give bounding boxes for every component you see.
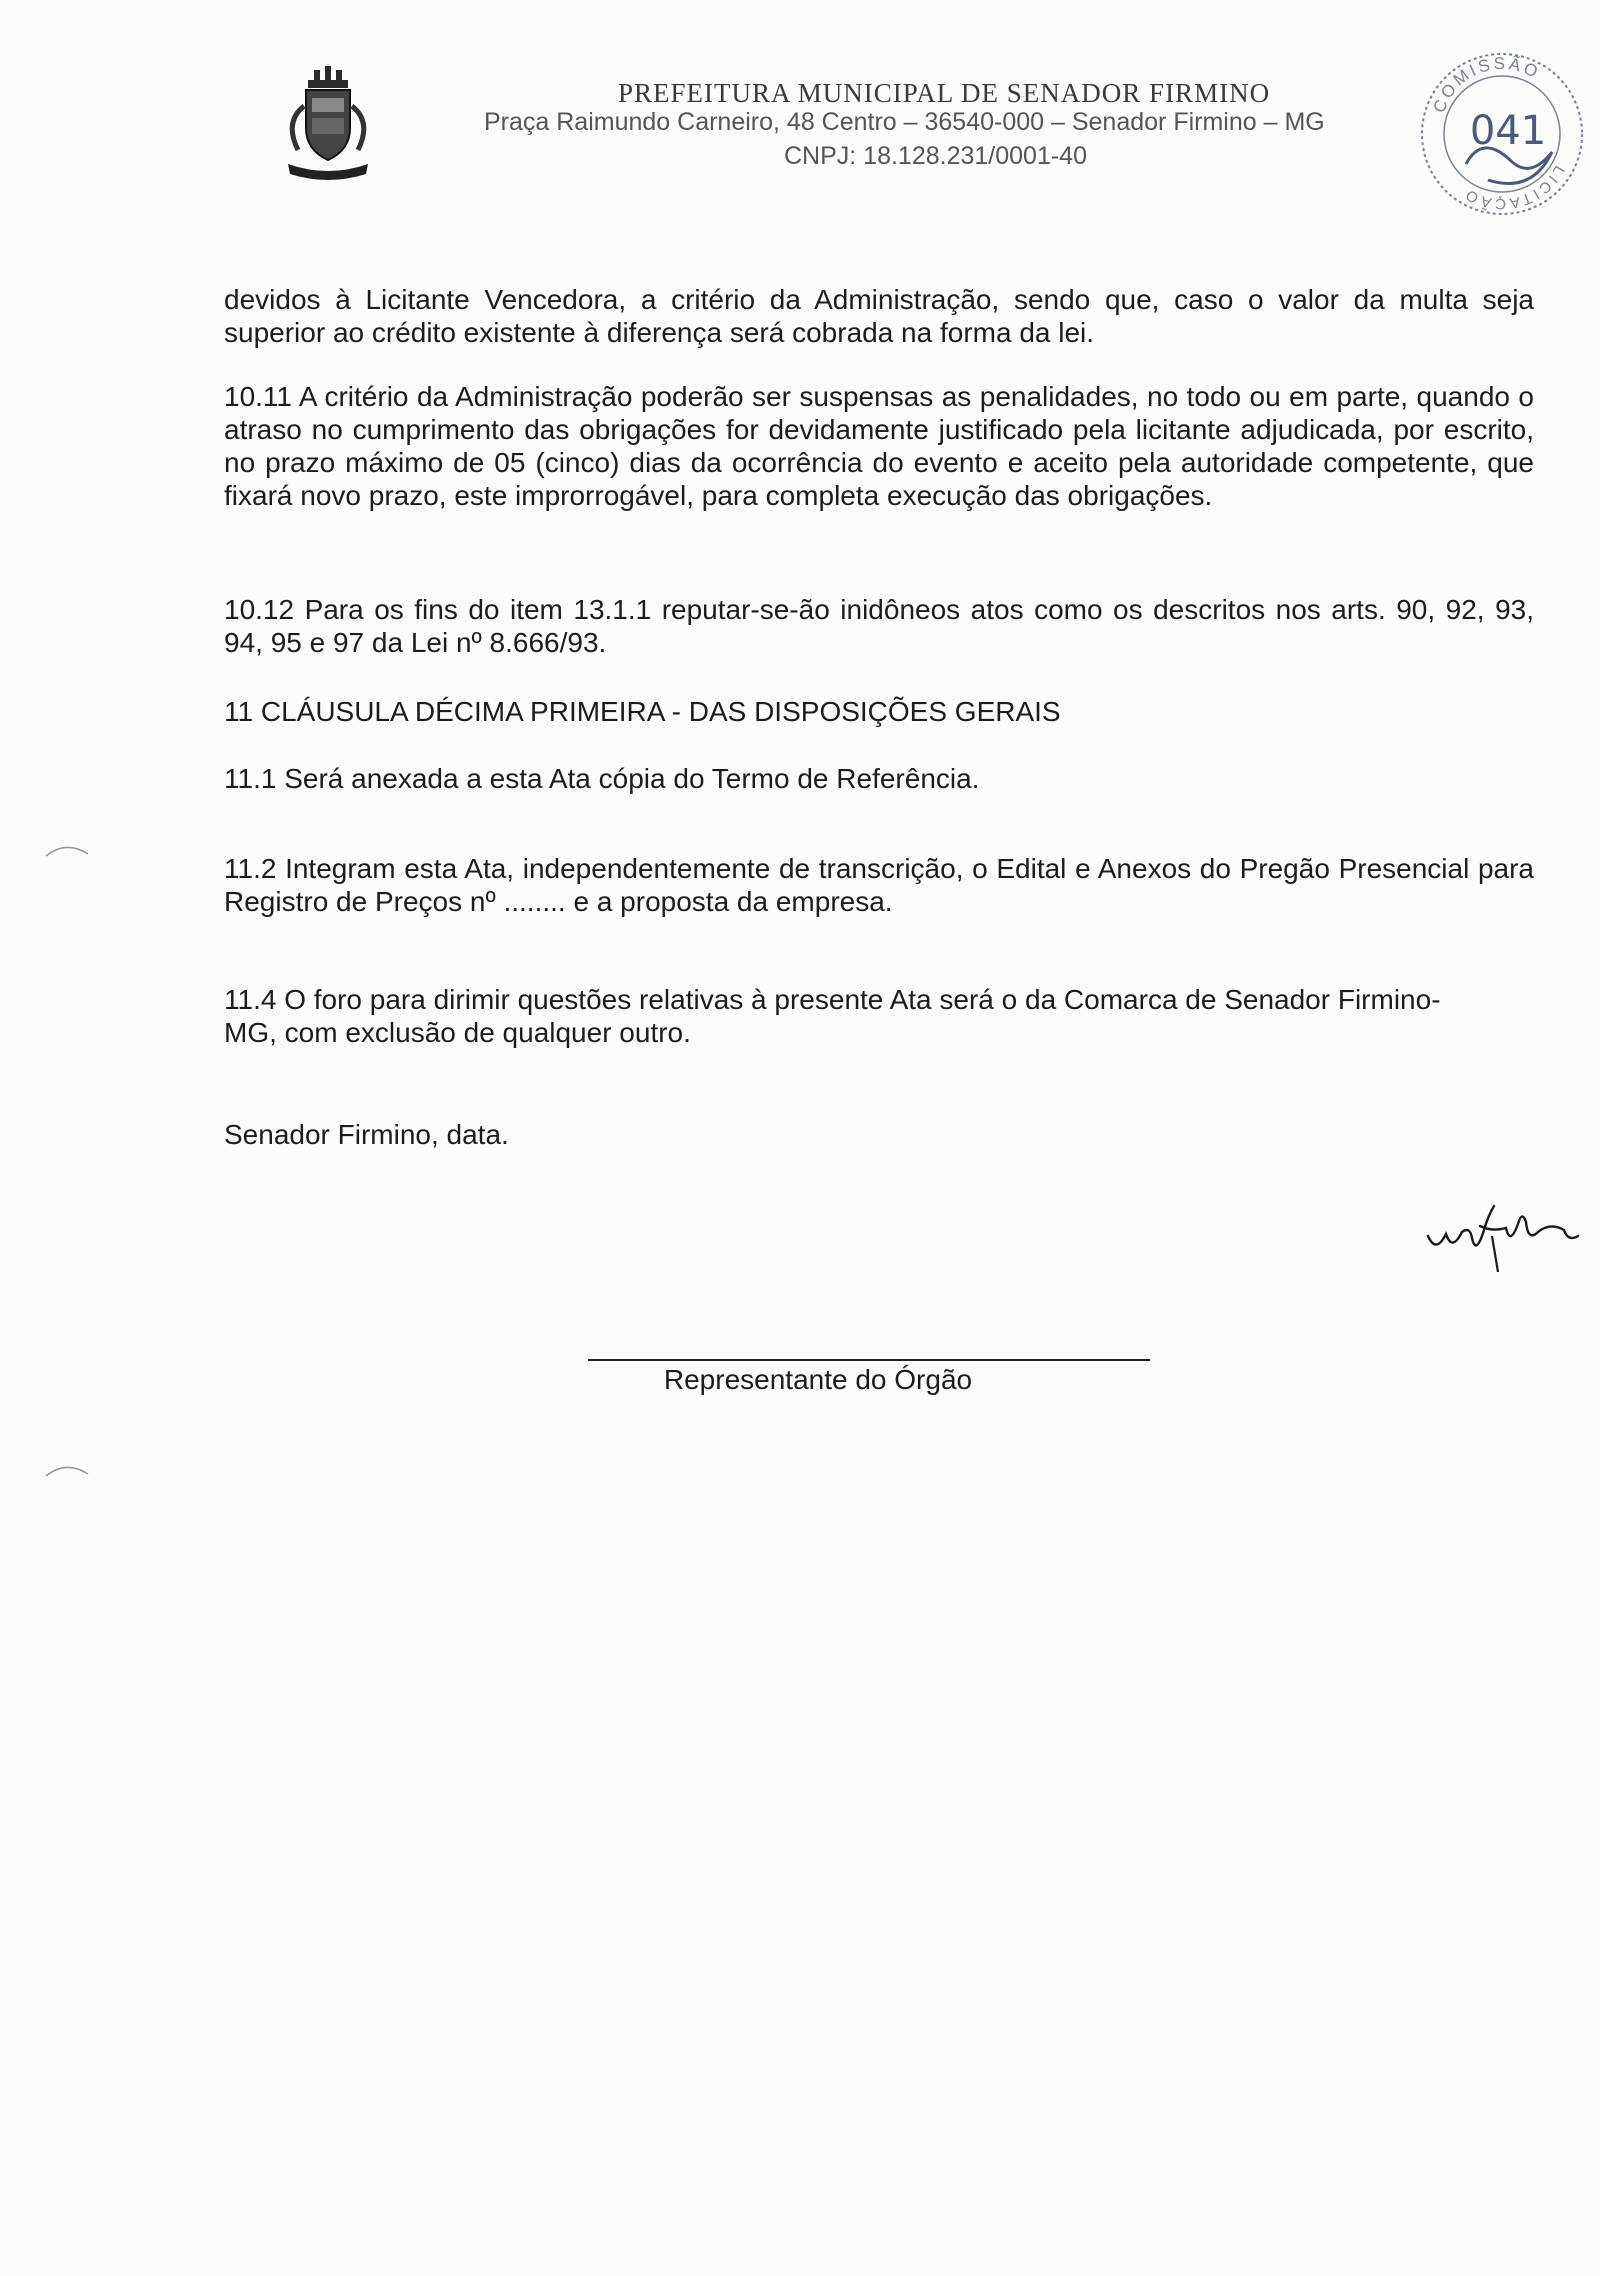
handwritten-initials — [1418, 1196, 1588, 1276]
paragraph-10-11: 10.11 A critério da Administração poderão ser suspensas as penalidades, no todo ou em parte, quando o atraso no cumprimento das obrigações for devidamente justificado pela licitante adjudicada, por escrito, no prazo máximo de 05 (cinco) dias da ocorrência do evento e aceito pela autoridade competente, que fixará novo prazo, este improrrogável, para completa execução das obrigações. — [224, 381, 1534, 511]
paragraph-11-1: 11.1 Será anexada a esta Ata cópia do Termo de Referência. — [224, 763, 980, 794]
stamp-text-bottom: LICITAÇÃO — [1460, 162, 1568, 213]
paragraph-11-4: 11.4 O foro para dirimir questões relativas à presente Ata será o da Comarca de Senador Firmino-MG, com exclusão de qualquer outro. — [224, 984, 1441, 1048]
signature-label: Representante do Órgão — [663, 1364, 973, 1395]
paragraph-intro: devidos à Licitante Vencedora, a critério da Administração, sendo que, caso o valor da multa seja superior ao crédito existente à diferença será cobrada na forma da lei. — [224, 284, 1534, 348]
stamp-text-top: COMISSÃO — [1429, 53, 1544, 116]
header-address: Praça Raimundo Carneiro, 48 Centro – 36540-000 – Senador Firmino – MG — [484, 108, 1325, 136]
section-heading-11: 11 CLÁUSULA DÉCIMA PRIMEIRA - DAS DISPOSIÇÕES GERAIS — [224, 696, 1061, 727]
municipal-crest-icon — [278, 66, 378, 186]
svg-text:COMISSÃO — [1429, 54, 1543, 116]
header-cnpj: CNPJ: 18.128.231/0001-40 — [784, 142, 1087, 170]
margin-punch-mark — [42, 840, 92, 860]
svg-text:LICITAÇÃO — [1461, 163, 1568, 213]
margin-punch-mark — [42, 1460, 92, 1480]
paragraph-10-12: 10.12 Para os fins do item 13.1.1 reputar-se-ão inidôneos atos como os descritos nos arts. 90, 92, 93, 94, 95 e 97 da Lei nº 8.666/93. — [224, 594, 1534, 658]
signature-line — [588, 1359, 1150, 1361]
place-and-date: Senador Firmino, data. — [224, 1119, 509, 1150]
commission-stamp — [1412, 34, 1592, 224]
paragraph-11-2: 11.2 Integram esta Ata, independentemente de transcrição, o Edital e Anexos do Pregão Presencial para Registro de Preços nº ........ e a proposta da empresa. — [224, 853, 1534, 917]
stamp-page-number: 041 — [1469, 108, 1547, 154]
header-title: PREFEITURA MUNICIPAL DE SENADOR FIRMINO — [618, 78, 1271, 108]
